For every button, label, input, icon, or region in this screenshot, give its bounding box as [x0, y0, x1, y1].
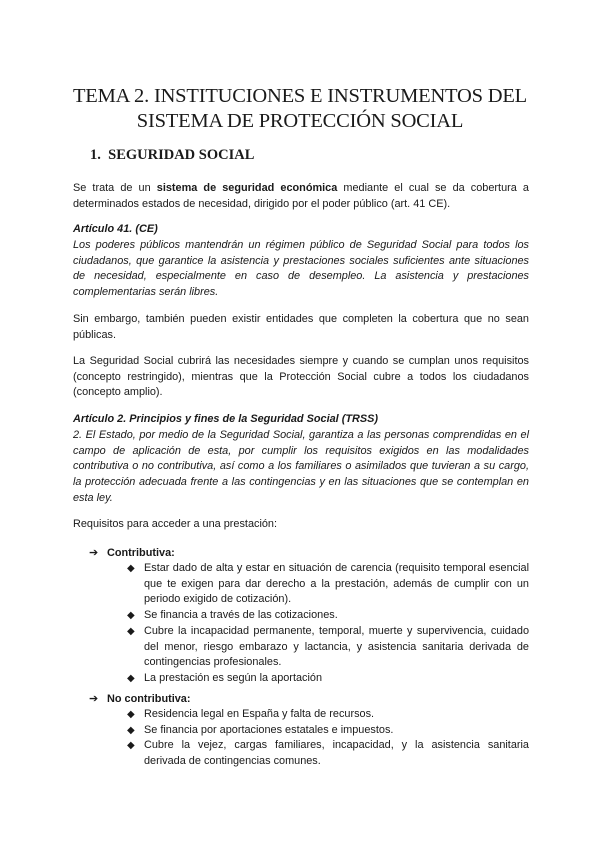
- paragraph-requisitos: La Seguridad Social cubrirá las necesidades siempre y cuando se cumplan unos requisitos (concepto restringido), mientras que la Protección Social cubre a todos los ciudadanos (concepto amplio).: [73, 355, 529, 399]
- contributiva-list: [127, 561, 529, 687]
- no-contributiva-list: [127, 707, 529, 770]
- diamond-bullet-icon: ◆: [127, 709, 135, 720]
- intro-bold-term: sistema de seguridad económica: [156, 182, 338, 194]
- title-line-2: SISTEMA DE PROTECCIÓN SOCIAL: [136, 110, 464, 132]
- right-arrow-icon: ➔: [89, 693, 99, 705]
- article-2-heading: Artículo 2. Principios y fines de la Seguridad Social (TRSS): [73, 413, 379, 425]
- section-heading-seguridad-social: 1. SEGURIDAD SOCIAL: [90, 147, 255, 163]
- diamond-bullet-icon: ◆: [127, 740, 135, 752]
- list-item: ◆ Se financia a través de las cotizaciones.: [127, 609, 338, 622]
- page-title: [40, 84, 560, 134]
- list-item: ◆ Estar dado de alta y estar en situación de carencia (requisito temporal esencial que te exigen para dar derecho a la prestación, además de cumplir con un periodo exigido de cotización).: [127, 562, 529, 606]
- list-item: ◆ Cubre la incapacidad permanente, temporal, muerte y supervivencia, cuidado del menor, riesgo embarazo y lactancia, y asistencia sanitaria derivada de contingencias profesionales.: [127, 624, 529, 669]
- contributiva-heading: ➔ Contributiva:: [89, 546, 175, 562]
- requisitos-intro: Requisitos para acceder a una prestación:: [73, 518, 278, 530]
- diamond-bullet-icon: ◆: [127, 610, 135, 622]
- list-item: ◆ La prestación es según la aportación: [127, 671, 322, 684]
- diamond-bullet-icon: ◆: [127, 672, 135, 684]
- right-arrow-icon: ➔: [89, 547, 99, 559]
- article-41-text: Los poderes públicos mantendrán un régimen público de Seguridad Social para todos los ciudadanos, que garantice la asistencia y prestaciones sociales suficientes ante situaciones de necesidad, especialmente en caso de desempleo. La asistencia y prestaciones complementarias serán libres.: [73, 239, 529, 299]
- intro-paragraph: Se trata de un sistema de seguridad económica mediante el cual se da cobertura a determinados estados de necesidad, dirigido por el poder público (art. 41 CE).: [73, 182, 529, 210]
- diamond-bullet-icon: ◆: [127, 625, 135, 637]
- title-line-1: TEMA 2. INSTITUCIONES E INSTRUMENTOS DEL: [72, 85, 527, 107]
- diamond-bullet-icon: ◆: [127, 724, 135, 736]
- list-item: ◆ Residencia legal en España y falta de recursos.: [127, 708, 375, 720]
- no-contributiva-heading: ➔ No contributiva:: [89, 692, 191, 708]
- article-41-heading: Artículo 41. (CE): [73, 223, 158, 235]
- diamond-bullet-icon: ◆: [127, 563, 135, 574]
- article-2-text: 2. El Estado, por medio de la Seguridad Social, garantiza a las personas comprendidas en el campo de aplicación de esta, por cumplir los requisitos exigidos en las modalidades contributiva o no contributiva, así como a los familiares o asimilados que tuvieran a su cargo, la protección adecuada frente a las contingencias y en las situaciones que se contemplan en esta ley.: [73, 429, 529, 504]
- paragraph-entidades: Sin embargo, también pueden existir entidades que completen la cobertura que no sean públicas.: [73, 313, 529, 341]
- list-item: ◆ Se financia por aportaciones estatales e impuestos.: [127, 723, 394, 736]
- list-item: ◆ Cubre la vejez, cargas familiares, incapacidad, y la asistencia sanitaria derivada de contingencias comunes.: [127, 739, 529, 768]
